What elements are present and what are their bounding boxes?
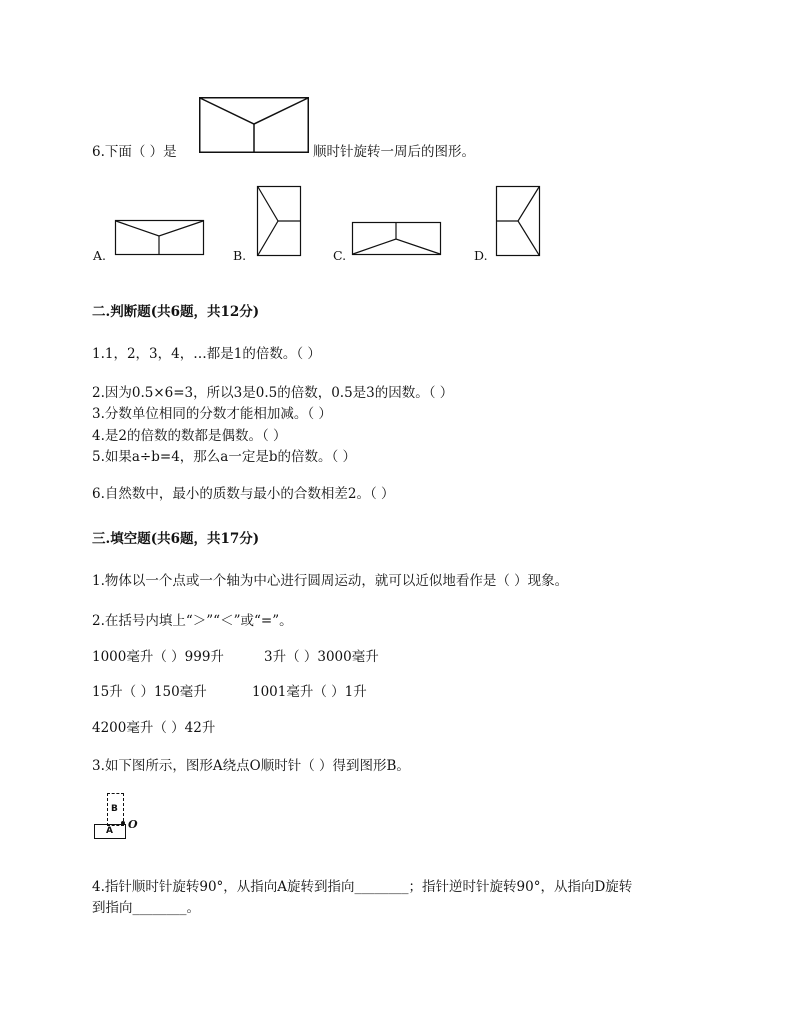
- fill-q2: 2.在括号内填上“＞”“＜”或“=”。: [92, 613, 293, 629]
- compare-1b: 3升（ ）3000毫升: [264, 649, 379, 665]
- fill-q4-line2: 到指向________。: [92, 900, 200, 916]
- compare-1a: 1000毫升（ ）999升: [92, 649, 224, 665]
- rotation-figure: [92, 793, 142, 841]
- judge-item-3: 3.分数单位相同的分数才能相加减。（ ）: [92, 406, 332, 422]
- figure-label-b: B: [111, 804, 118, 814]
- fill-q3: 3.如下图所示，图形A绕点O顺时针（ ）得到图形B。: [92, 758, 410, 774]
- section3-heading: 三.填空题(共6题，共17分): [92, 531, 260, 547]
- option-a-label: A.: [93, 248, 107, 263]
- judge-item-2: 2.因为0.5×6=3，所以3是0.5的倍数，0.5是3的因数。（ ）: [92, 385, 454, 401]
- figure-label-o: O: [128, 818, 138, 831]
- q6-prefix: 6.下面（ ）是: [92, 144, 177, 160]
- option-c-figure[interactable]: [352, 222, 441, 255]
- figure-label-a: A: [106, 826, 113, 836]
- pivot-point: [121, 821, 125, 825]
- judge-item-4: 4.是2的倍数的数都是偶数。（ ）: [92, 428, 287, 444]
- q6-suffix: 顺时针旋转一周后的图形。: [313, 144, 475, 160]
- option-a-figure[interactable]: [115, 220, 204, 255]
- option-b-figure[interactable]: [257, 186, 301, 256]
- fill-q4-line1: 4.指针顺时针旋转90°，从指向A旋转到指向________；指针逆时针旋转90°，从指向D旋转: [92, 879, 633, 895]
- compare-2b: 1001毫升（ ）1升: [252, 684, 367, 700]
- judge-item-1: 1.1，2，3，4，…都是1的倍数。（ ）: [92, 346, 321, 362]
- option-d-figure[interactable]: [496, 186, 540, 256]
- option-c-label: C.: [333, 248, 347, 263]
- fill-q1: 1.物体以一个点或一个轴为中心进行圆周运动，就可以近似地看作是（ ）现象。: [92, 573, 569, 589]
- judge-item-6: 6.自然数中，最小的质数与最小的合数相差2。（ ）: [92, 486, 395, 502]
- option-b-label: B.: [233, 248, 247, 263]
- section2-heading: 二.判断题(共6题，共12分): [92, 304, 260, 320]
- judge-item-5: 5.如果a÷b=4，那么a一定是b的倍数。（ ）: [92, 449, 357, 465]
- option-d-label: D.: [474, 248, 488, 263]
- compare-2a: 15升（ ）150毫升: [92, 684, 207, 700]
- compare-3a: 4200毫升（ ）42升: [92, 720, 216, 736]
- q6-reference-figure: [199, 97, 309, 153]
